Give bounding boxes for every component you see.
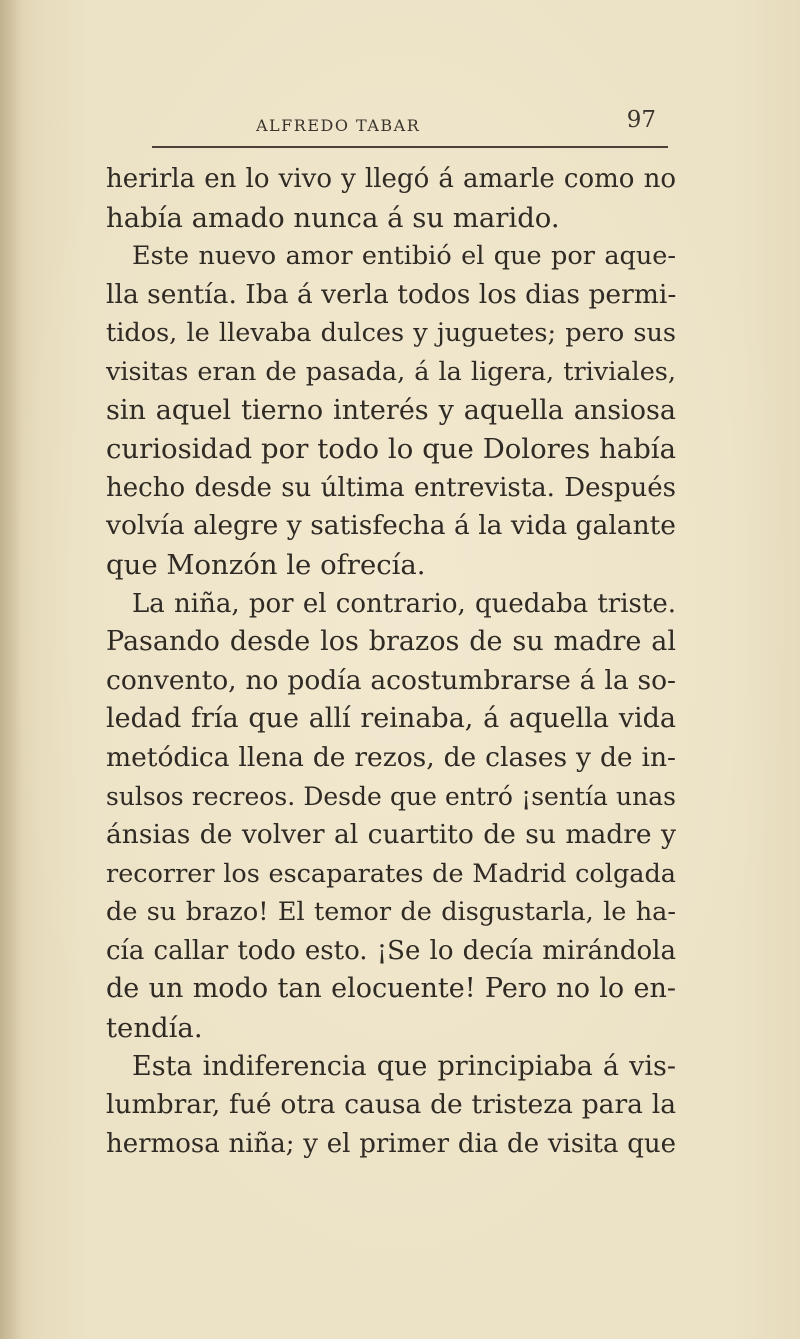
text-line: ledad fría que allí reinaba, á aquella vida xyxy=(106,703,676,735)
page-number: 97 xyxy=(626,107,656,133)
text-line: ánsias de volver al cuartito de su madre y xyxy=(106,819,676,851)
text-line: Pasando desde los brazos de su madre al xyxy=(106,626,676,658)
text-line: cía callar todo esto. ¡Se lo decía mirándola xyxy=(106,935,676,966)
text-line: metódica llena de rezos, de clases y de in- xyxy=(106,741,676,773)
text-line: que Monzón le ofrecía. xyxy=(106,548,426,581)
text-line: tidos, le llevaba dulces y juguetes; pero sus xyxy=(106,318,676,349)
text-line: La niña, por el contrario, quedaba triste. xyxy=(132,588,676,619)
text-line: recorrer los escaparates de Madrid colgada xyxy=(106,858,676,889)
text-line: hermosa niña; y el primer dia de visita que xyxy=(106,1128,676,1159)
text-line: lla sentía. Iba á verla todos los dias permi- xyxy=(106,278,677,310)
text-line: curiosidad por todo lo que Dolores había xyxy=(106,433,676,466)
header-rule xyxy=(152,146,668,148)
text-line: de un modo tan elocuente! Pero no lo en- xyxy=(106,973,676,1005)
text-line: sulsos recreos. Desde que entró ¡sentía unas xyxy=(106,781,676,811)
text-line: convento, no podía acostumbrarse á la so- xyxy=(106,664,676,696)
text-line: hecho desde su última entrevista. Después xyxy=(106,472,676,503)
body-text xyxy=(106,160,676,1163)
text-line: sin aquel tierno interés y aquella ansiosa xyxy=(106,394,676,426)
text-line: de su brazo! El temor de disgustarla, le ha- xyxy=(106,897,676,928)
text-line: Este nuevo amor entibió el que por aque- xyxy=(132,241,676,272)
text-line: lumbrar, fué otra causa de tristeza para la xyxy=(106,1089,676,1121)
text-line: había amado nunca á su marido. xyxy=(106,201,560,234)
running-head: ALFREDO TABAR xyxy=(256,116,421,135)
text-line: visitas eran de pasada, á la ligera, triviales, xyxy=(106,356,676,387)
text-line: herirla en lo vivo y llegó á amarle como no xyxy=(106,164,676,194)
text-line: tendía. xyxy=(106,1012,203,1045)
page-gutter-shadow xyxy=(0,0,22,1339)
text-line: volvía alegre y satisfecha á la vida galante xyxy=(106,510,676,542)
text-line: Esta indiferencia que principiaba á vis- xyxy=(132,1050,676,1082)
page-header xyxy=(152,101,668,143)
